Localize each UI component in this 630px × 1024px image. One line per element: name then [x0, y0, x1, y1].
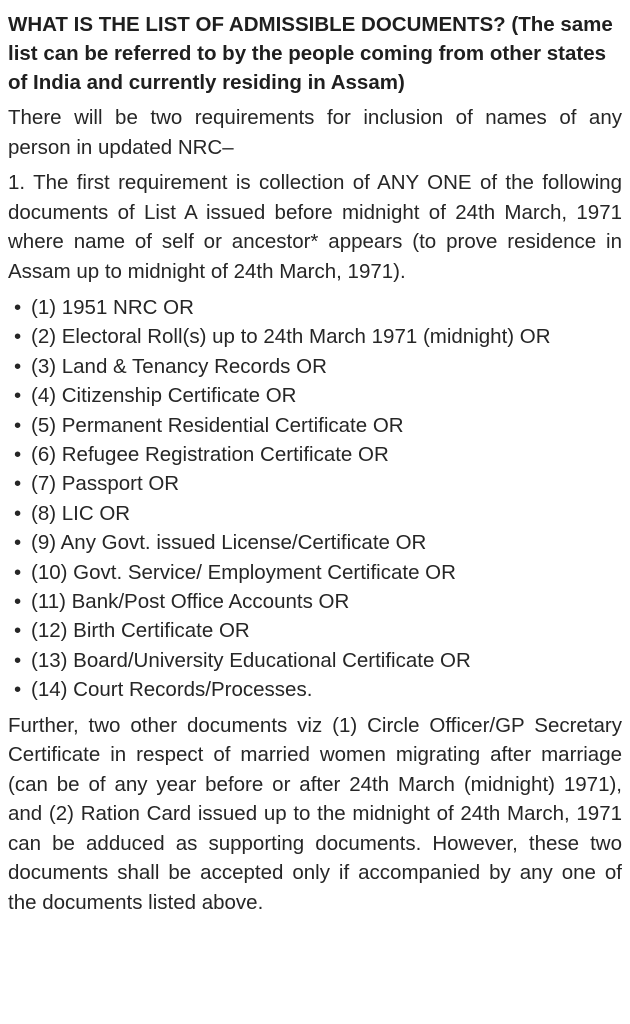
- bullet-icon: •: [14, 501, 22, 525]
- list-item-label: (11) Bank/Post Office Accounts OR: [31, 590, 350, 614]
- list-item: [8, 352, 622, 381]
- list-item: [8, 469, 622, 498]
- bullet-icon: •: [14, 296, 22, 319]
- list-item-label: (7) Passport OR: [31, 472, 180, 496]
- list-item-label: (6) Refugee Registration Certificate OR: [31, 443, 389, 467]
- list-item: [8, 616, 622, 645]
- bullet-icon: •: [14, 590, 22, 614]
- bullet-icon: •: [14, 619, 22, 643]
- list-item-label: (1) 1951 NRC OR: [31, 296, 194, 319]
- list-item: [8, 293, 622, 322]
- list-item: [8, 381, 622, 410]
- list-item: [8, 499, 622, 528]
- list-item-label: (3) Land & Tenancy Records OR: [31, 354, 327, 378]
- bullet-icon: •: [14, 384, 22, 408]
- list-item: [8, 322, 622, 351]
- list-item-label: (8) LIC OR: [31, 501, 131, 525]
- list-item: [8, 675, 622, 704]
- bullet-icon: •: [14, 413, 22, 437]
- list-item-label: (9) Any Govt. issued License/Certificate OR: [31, 531, 427, 555]
- list-item: [8, 411, 622, 440]
- list-item: [8, 558, 622, 587]
- list-item-label: (10) Govt. Service/ Employment Certificate OR: [31, 560, 456, 584]
- list-item: [8, 528, 622, 557]
- list-item-label: (12) Birth Certificate OR: [31, 619, 250, 643]
- bullet-icon: •: [14, 678, 22, 702]
- bullet-icon: •: [14, 648, 22, 672]
- list-item-label: (13) Board/University Educational Certificate OR: [31, 648, 471, 672]
- list-item-label: (2) Electoral Roll(s) up to 24th March 1971 (midnight) OR: [31, 325, 551, 349]
- bullet-icon: •: [14, 325, 22, 349]
- bullet-icon: •: [14, 560, 22, 584]
- further-paragraph: Further, two other documents viz (1) Circle Officer/GP Secretary Certificate in respect of married women migrating after marriage (can be of any year before or after 24th March (midnight) 1971), and (2) Ration Card issued up to the midnight of 24th March, 1971 can be adduced as supporting documents. However, these two documents shall be accepted only if accompanied by any one of the documents listed above.: [8, 713, 622, 914]
- admissible-documents-list: [8, 293, 622, 705]
- bullet-icon: •: [14, 531, 22, 555]
- list-item: [8, 646, 622, 675]
- bullet-icon: •: [14, 354, 22, 378]
- requirement-1-paragraph: 1. The first requirement is collection of ANY ONE of the following documents of List A issued before midnight of 24th March, 1971 where name of self or ancestor* appears (to prove residence in Assam up to midnight of 24th March, 1971).: [8, 171, 622, 283]
- list-item-label: (4) Citizenship Certificate OR: [31, 384, 297, 408]
- list-item-label: (5) Permanent Residential Certificate OR: [31, 413, 404, 437]
- list-item: [8, 587, 622, 616]
- list-item: [8, 440, 622, 469]
- intro-paragraph: There will be two requirements for inclusion of names of any person in updated NRC–: [8, 106, 622, 159]
- list-item-label: (14) Court Records/Processes.: [31, 678, 313, 702]
- page-heading: WHAT IS THE LIST OF ADMISSIBLE DOCUMENTS? (The same list can be referred to by the people coming from other states of India and currently residing in Assam): [8, 13, 613, 94]
- bullet-icon: •: [14, 443, 22, 467]
- bullet-icon: •: [14, 472, 22, 496]
